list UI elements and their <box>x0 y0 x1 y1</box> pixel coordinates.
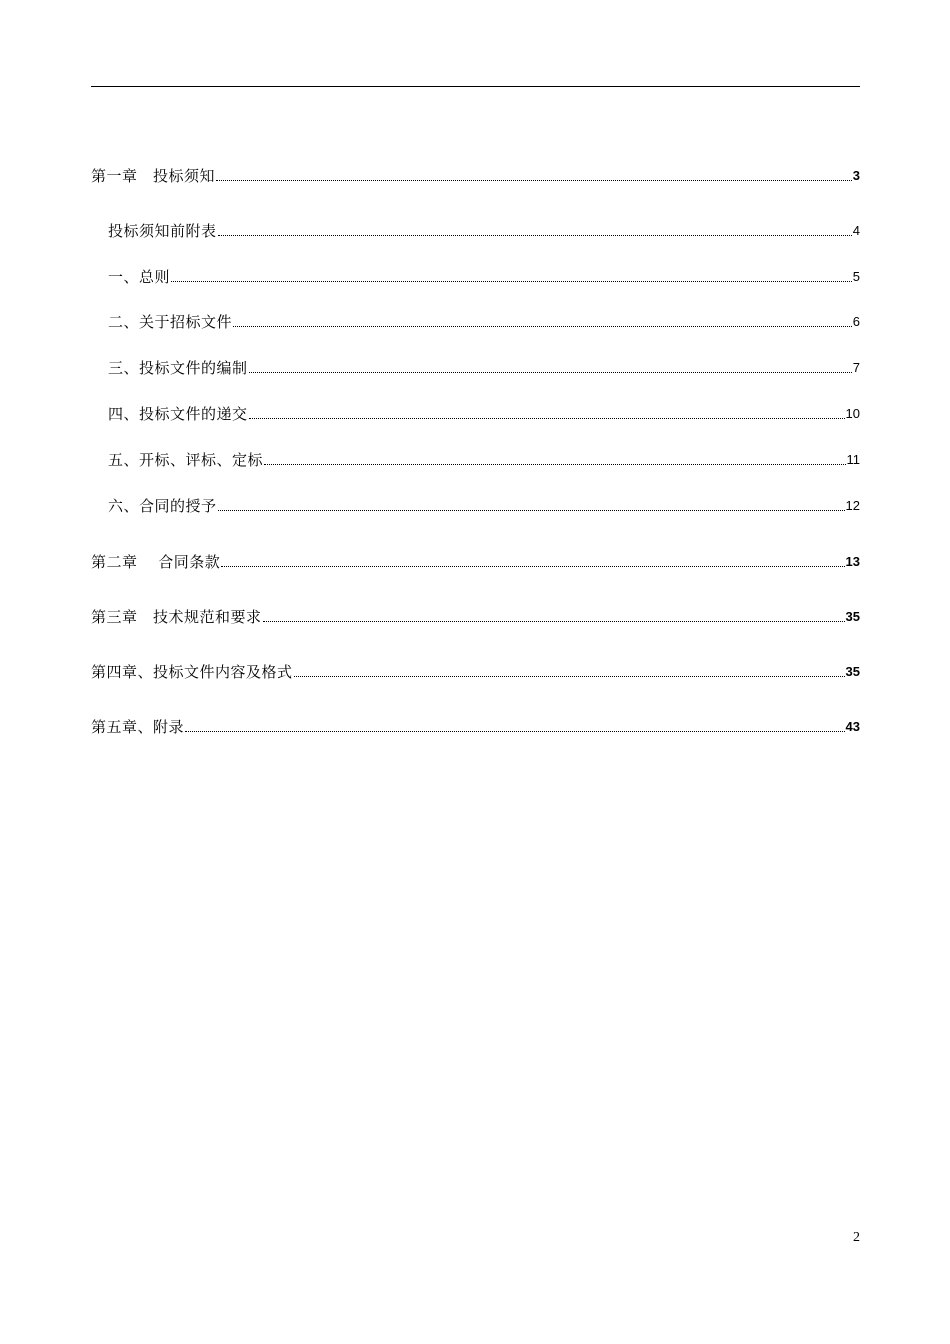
toc-dot-leader <box>249 418 845 419</box>
toc-entry-title: 第三章 技术规范和要求 <box>91 608 262 626</box>
toc-entry-title: 第四章、投标文件内容及格式 <box>91 663 293 681</box>
toc-dot-leader <box>218 510 845 511</box>
toc-entry-section[interactable] <box>108 403 860 425</box>
header-rule <box>91 86 860 87</box>
toc-entry-page: 6 <box>852 314 860 329</box>
toc-entry-chapter-2[interactable] <box>91 551 860 573</box>
toc-entry-section[interactable] <box>108 266 860 288</box>
toc-entry-chapter-1[interactable] <box>91 165 860 187</box>
toc-entry-title: 一、总则 <box>108 268 171 286</box>
toc-entry-chapter-5[interactable] <box>91 716 860 738</box>
toc-entry-section[interactable] <box>108 220 860 242</box>
toc-entry-section[interactable] <box>108 449 860 471</box>
toc-entry-section[interactable] <box>108 357 860 379</box>
toc-entry-title: 第二章 合同条款 <box>91 553 221 571</box>
toc-entry-page: 12 <box>845 498 860 513</box>
toc-entry-page: 35 <box>845 664 860 679</box>
toc-entry-title: 五、开标、评标、定标 <box>108 451 264 469</box>
toc-entry-page: 4 <box>852 223 860 238</box>
toc-entry-section[interactable] <box>108 495 860 517</box>
toc-entry-page: 10 <box>845 406 860 421</box>
toc-entry-page: 7 <box>852 360 860 375</box>
toc-dot-leader <box>263 621 845 622</box>
toc-entry-title: 投标须知前附表 <box>108 222 217 240</box>
toc-entry-title: 六、合同的授予 <box>108 497 217 515</box>
toc-dot-leader <box>218 235 852 236</box>
toc-entry-page: 3 <box>852 168 860 183</box>
toc-entry-chapter-3[interactable] <box>91 606 860 628</box>
toc-entry-chapter-4[interactable] <box>91 661 860 683</box>
toc-entry-title: 二、关于招标文件 <box>108 313 233 331</box>
toc-entry-page: 11 <box>846 452 860 467</box>
toc-dot-leader <box>216 180 852 181</box>
toc-entry-title: 三、投标文件的编制 <box>108 359 248 377</box>
toc-dot-leader <box>185 731 845 732</box>
toc-dot-leader <box>233 326 852 327</box>
toc-entry-title: 四、投标文件的递交 <box>108 405 248 423</box>
toc-entry-page: 43 <box>845 719 860 734</box>
toc-entry-page: 35 <box>845 609 860 624</box>
toc-dot-leader <box>264 464 845 465</box>
toc-dot-leader <box>294 676 845 677</box>
toc-entry-title: 第一章 投标须知 <box>91 167 216 185</box>
page-number: 2 <box>853 1230 860 1245</box>
toc-entry-page: 13 <box>845 554 860 569</box>
toc-dot-leader <box>221 566 844 567</box>
toc-entry-title: 第五章、附录 <box>91 718 185 736</box>
toc-dot-leader <box>249 372 852 373</box>
toc-entry-section[interactable] <box>108 311 860 333</box>
toc-entry-page: 5 <box>852 269 860 284</box>
toc-dot-leader <box>171 281 852 282</box>
